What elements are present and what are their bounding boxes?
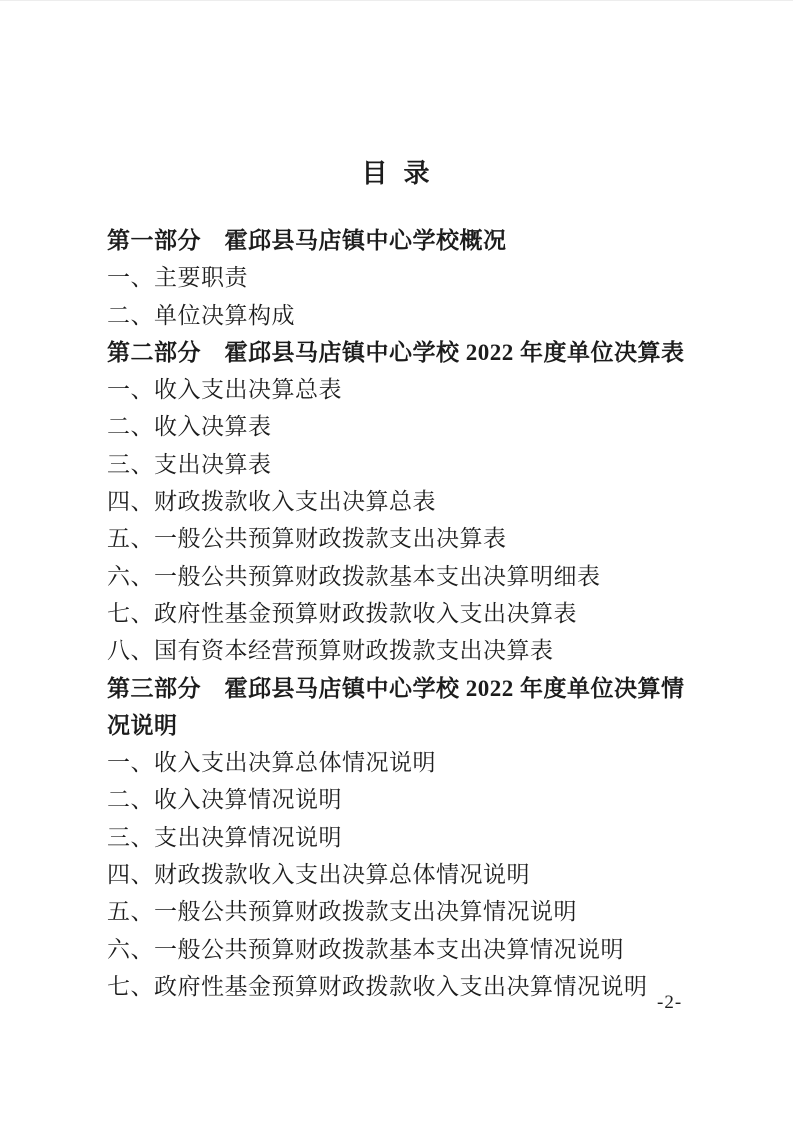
page-number: -2-	[657, 992, 683, 1013]
toc-item: 四、财政拨款收入支出决算总体情况说明	[107, 862, 530, 888]
toc-item: 三、支出决算表	[107, 451, 272, 477]
toc-item: 五、一般公共预算财政拨款支出决算表	[107, 526, 507, 552]
toc-item: 四、财政拨款收入支出决算总表	[107, 489, 436, 515]
toc-item: 五、一般公共预算财政拨款支出决算情况说明	[107, 899, 577, 925]
toc-item: 六、一般公共预算财政拨款基本支出决算明细表	[107, 563, 601, 589]
toc-item: 一、收入支出决算总表	[107, 377, 342, 403]
toc-item: 一、收入支出决算总体情况说明	[107, 750, 436, 776]
toc-item: 三、支出决算情况说明	[107, 824, 342, 850]
toc-section-2-heading: 第二部分 霍邱县马店镇中心学校 2022 年度单位决算表	[107, 339, 685, 365]
page-title: 目 录	[361, 159, 431, 188]
table-of-contents	[107, 222, 689, 1005]
toc-item: 七、政府性基金预算财政拨款收入支出决算情况说明	[107, 973, 648, 999]
toc-item: 二、收入决算表	[107, 414, 272, 440]
toc-section-1-heading: 第一部分 霍邱县马店镇中心学校概况	[107, 228, 507, 253]
toc-item: 八、国有资本经营预算财政拨款支出决算表	[107, 638, 554, 664]
toc-item: 七、政府性基金预算财政拨款收入支出决算表	[107, 600, 577, 626]
toc-item: 二、单位决算构成	[107, 302, 295, 328]
toc-section-3-heading: 第三部分 霍邱县马店镇中心学校 2022 年度单位决算情况说明	[107, 675, 685, 738]
toc-item: 一、主要职责	[107, 265, 248, 291]
toc-item: 二、收入决算情况说明	[107, 787, 342, 813]
toc-item: 六、一般公共预算财政拨款基本支出决算情况说明	[107, 936, 624, 962]
